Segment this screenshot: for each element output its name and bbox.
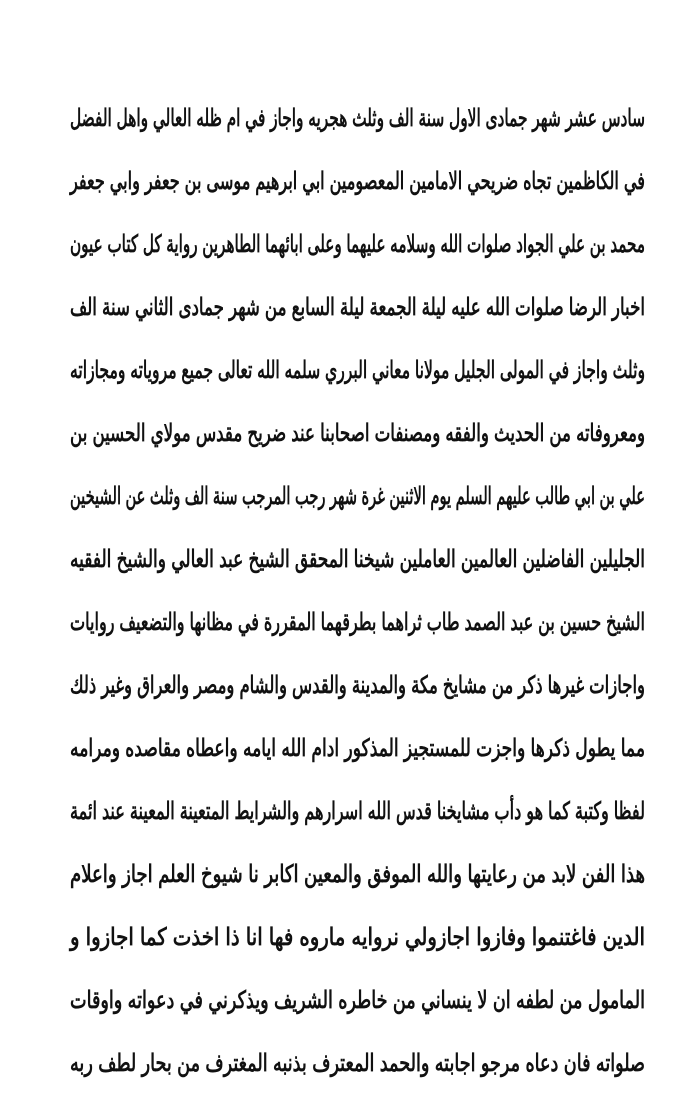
- manuscript-line: واجازات غيرها ذكر من مشايخ مكة والمدينة والقدس والشام ومصر والعراق وغير ذلك: [70, 670, 645, 699]
- manuscript-line: الشيخ حسين بن عبد الصمد طاب ثراهما بطرقهما المقررة في مظانها والتضعيف روايات: [70, 607, 646, 636]
- manuscript-line: سادس عشر شهر جمادى الاول سنة الف وثلث هجريه واجاز في ام ظله العالي واهل الفضل: [70, 103, 645, 132]
- manuscript-line: لفظا وكتبة كما هو دأب مشايخنا قدس الله اسرارهم والشرايط المتعينة المعينة عند ائمة: [70, 796, 645, 825]
- manuscript-line: محمد بن علي الجواد صلوات الله وسلامه عليهما وعلى ابائهما الطاهرين رواية كل كتاب عيون: [69, 229, 646, 258]
- manuscript-line: الدين فاغتنموا وفازوا اجازولي نروايه ماروه فها انا ذا اخذت كما اجازوا و: [70, 922, 645, 951]
- manuscript-line: هذا الفن لابد من رعايتها والله الموفق والمعين اكابر نا شيوخ العلم اجاز واعلام: [69, 859, 645, 888]
- manuscript-line: ومعروفاته من الحديث والفقه ومصنفات اصحابنا عند ضريح مقدس مولاي الحسين بن: [70, 418, 645, 447]
- manuscript-line: صلواته فان دعاه مرجو اجابته والحمد المعترف بذنبه المغترف من بحار لطف ربه: [69, 1048, 646, 1077]
- manuscript-line: علي بن ابي طالب عليهم السلم يوم الاثنين غرة شهر رجب المرجب سنة الف وثلث عن الشيخين: [70, 481, 645, 510]
- manuscript-line: المامول من لطفه ان لا ينساني من خاطره الشريف ويذكرني في دعواته واوقات: [70, 985, 646, 1014]
- manuscript-text-block: [70, 95, 645, 1103]
- manuscript-line: وثلث واجاز في المولى الجليل مولانا معاني البرري سلمه الله تعالى جميع مروياته ومجازاته: [70, 355, 645, 384]
- manuscript-line: مما يطول ذكرها واجزت للمستجيز المذكور ادام الله ايامه واعطاه مقاصده ومرامه: [70, 733, 645, 762]
- manuscript-line: الجليلين الفاضلين العالمين العاملين شيخنا المحقق الشيخ عبد العالي والشيخ الفقيه: [69, 544, 646, 573]
- manuscript-line: اخبار الرضا صلوات الله عليه ليلة الجمعة ليلة السابع من شهر جمادى الثاني سنة الف: [69, 292, 645, 321]
- manuscript-line: في الكاظمين تجاه ضريحي الامامين المعصومين ابي ابرهيم موسى بن جعفر وابي جعفر: [69, 166, 645, 195]
